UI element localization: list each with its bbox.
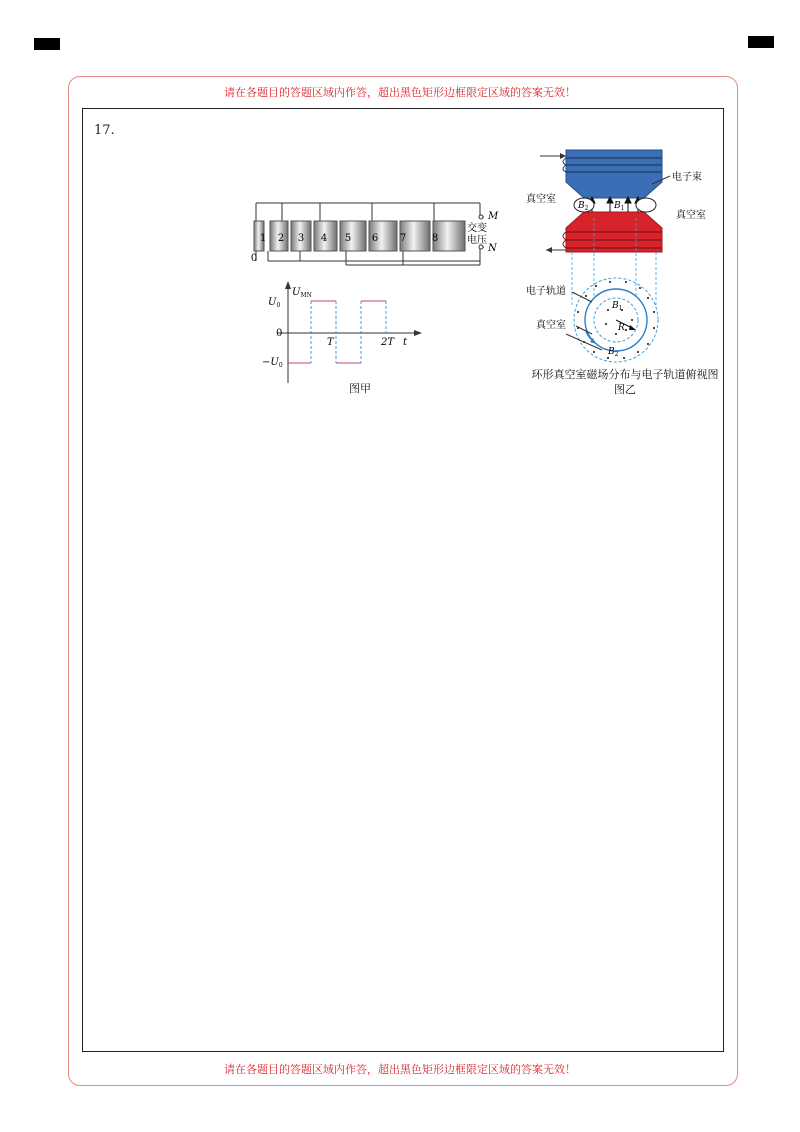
tube-label-7: 7 <box>399 233 407 244</box>
svg-text:B2 <box>607 347 619 358</box>
vacuum-bottom-label: 真空室 <box>536 320 566 331</box>
svg-text:B1 <box>611 301 622 312</box>
start-zero-label: 0 <box>250 253 258 264</box>
2t-tick-label: 2T <box>381 337 395 348</box>
registration-mark-left <box>34 38 60 50</box>
tube-label-6: 6 <box>371 233 379 244</box>
figure-a-caption: 图甲 <box>349 382 371 395</box>
tube-label-2: 2 <box>277 233 285 244</box>
b2-side-label-sub: 2 <box>584 205 589 212</box>
tube-label-3: 3 <box>297 233 305 244</box>
bottom-magnet <box>563 212 662 252</box>
terminal-m-label: M <box>488 211 499 222</box>
t-tick-label: T <box>327 337 334 348</box>
b1-top-label: B <box>612 301 619 311</box>
origin-label: 0 <box>276 328 283 339</box>
voltage-graph <box>262 281 422 383</box>
tube-label-5: 5 <box>344 233 352 244</box>
t-axis-label: t <box>403 337 408 348</box>
neg-u0-label-sub: 0 <box>278 362 283 369</box>
source-label-line2: 电压 <box>467 235 487 246</box>
terminal-m <box>479 215 483 219</box>
tube-label-8: 8 <box>431 233 439 244</box>
vacuum-right-label: 真空室 <box>676 210 706 221</box>
registration-mark-right <box>748 36 774 48</box>
b2-side-label: B <box>578 201 585 211</box>
tube-label-4: 4 <box>320 233 328 244</box>
y-axis-label: U <box>292 287 301 298</box>
u0-label-sub: 0 <box>276 302 281 309</box>
electron-beam-label: 电子束 <box>672 172 702 183</box>
y-axis-label-sub: MN <box>300 292 312 299</box>
b1-side-label-sub: 1 <box>620 205 625 212</box>
svg-text:B1 <box>613 201 624 212</box>
notice-top: 请在各题目的答题区域内作答，超出黑色矩形边框限定区域的答案无效！ <box>224 86 576 99</box>
notice-bottom: 请在各题目的答题区域内作答，超出黑色矩形边框限定区域的答案无效！ <box>224 1063 576 1076</box>
svg-text:−U0 <box>262 357 283 369</box>
vacuum-chamber-right <box>636 198 656 212</box>
top-magnet <box>563 150 662 198</box>
radius-label: R <box>618 323 625 333</box>
top-view <box>574 278 658 362</box>
svg-text:U0 <box>268 297 280 309</box>
svg-text:UMN <box>292 287 312 299</box>
figure-a <box>248 195 508 395</box>
terminal-n-label: N <box>488 243 497 254</box>
u0-label: U <box>268 297 277 308</box>
figure-b-caption-line2: 图乙 <box>614 383 636 396</box>
b2-top-label: B <box>608 347 615 357</box>
question-number: 17. <box>94 123 115 138</box>
tube-label-1: 1 <box>259 233 267 244</box>
figure-b <box>526 146 726 368</box>
b2-top-label-sub: 2 <box>614 351 619 358</box>
neg-u0-label: −U <box>262 357 279 368</box>
orbit-label: 电子轨道 <box>526 286 566 297</box>
b1-side-label: B <box>614 201 621 211</box>
vacuum-left-label: 真空室 <box>526 194 556 205</box>
figure-b-caption-line1: 环形真空室磁场分布与电子轨道俯视图 <box>531 368 719 381</box>
b1-top-label-sub: 1 <box>618 305 623 312</box>
source-label-line1: 交变 <box>467 223 487 234</box>
